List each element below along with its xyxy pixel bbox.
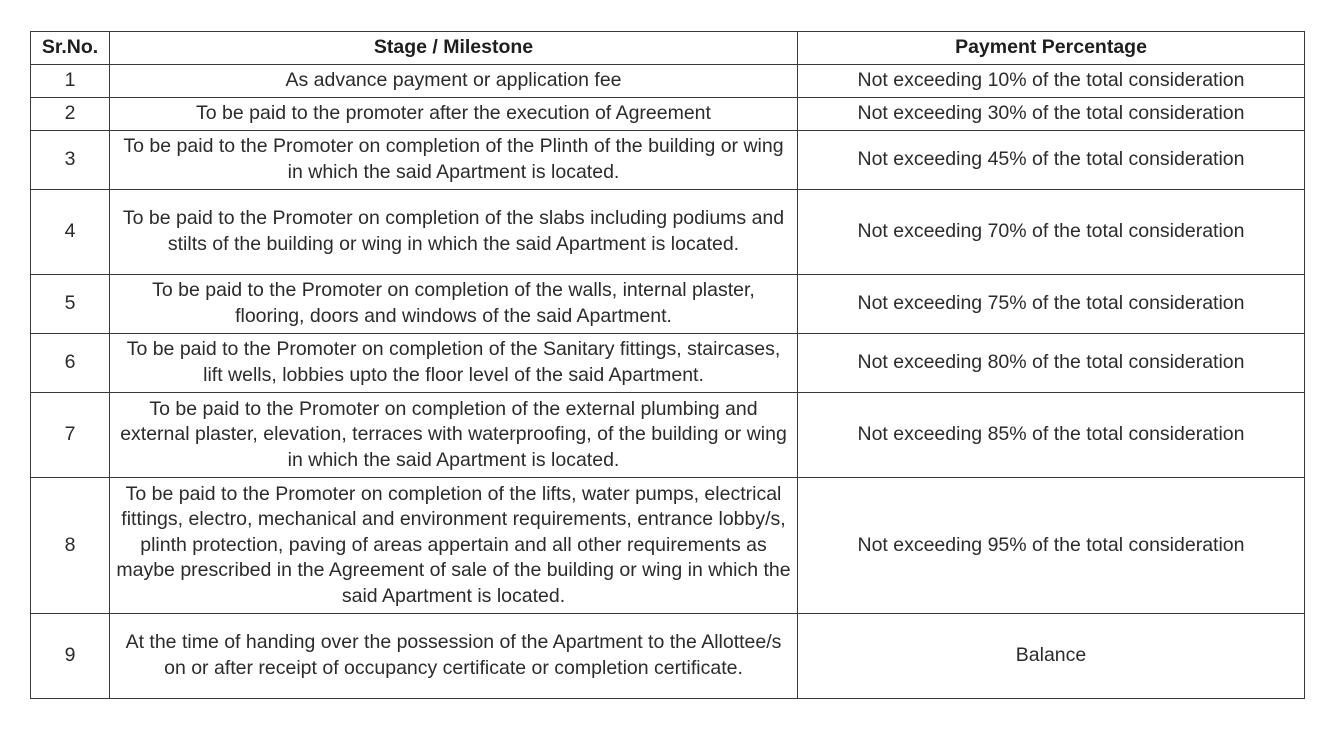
table-row bbox=[31, 393, 1305, 478]
cell-payment: Not exceeding 85% of the total consideration bbox=[798, 393, 1305, 478]
table-row bbox=[31, 614, 1305, 699]
cell-stage: To be paid to the Promoter on completion of the lifts, water pumps, electrical fittings, electro, mechanical and environment requirements, entrance lobby/s, plinth protection, paving of areas appertain and all other requirements as maybe prescribed in the Agreement of sale of the building or wing in which the said Apartment is located. bbox=[110, 478, 798, 614]
table-row bbox=[31, 190, 1305, 275]
cell-sr-no: 5 bbox=[31, 275, 110, 334]
header-payment-percentage: Payment Percentage bbox=[798, 32, 1305, 65]
header-row bbox=[31, 32, 1305, 65]
cell-stage: To be paid to the Promoter on completion of the Sanitary fittings, staircases, lift wells, lobbies upto the floor level of the said Apartment. bbox=[110, 334, 798, 393]
cell-stage: To be paid to the Promoter on completion of the external plumbing and external plaster, elevation, terraces with waterproofing, of the building or wing in which the said Apartment is located. bbox=[110, 393, 798, 478]
cell-payment: Not exceeding 75% of the total consideration bbox=[798, 275, 1305, 334]
header-sr-no: Sr.No. bbox=[31, 32, 110, 65]
cell-sr-no: 9 bbox=[31, 614, 110, 699]
cell-payment: Not exceeding 30% of the total consideration bbox=[798, 98, 1305, 131]
table-header bbox=[31, 32, 1305, 65]
cell-payment: Not exceeding 95% of the total consideration bbox=[798, 478, 1305, 614]
cell-payment: Not exceeding 70% of the total consideration bbox=[798, 190, 1305, 275]
cell-stage: To be paid to the Promoter on completion of the slabs including podiums and stilts of the building or wing in which the said Apartment is located. bbox=[110, 190, 798, 275]
header-stage-milestone: Stage / Milestone bbox=[110, 32, 798, 65]
cell-sr-no: 2 bbox=[31, 98, 110, 131]
cell-stage: At the time of handing over the possession of the Apartment to the Allottee/s on or after receipt of occupancy certificate or completion certificate. bbox=[110, 614, 798, 699]
cell-stage: As advance payment or application fee bbox=[110, 65, 798, 98]
cell-stage: To be paid to the Promoter on completion of the Plinth of the building or wing in which the said Apartment is located. bbox=[110, 131, 798, 190]
cell-stage: To be paid to the Promoter on completion of the walls, internal plaster, flooring, doors and windows of the said Apartment. bbox=[110, 275, 798, 334]
table-row bbox=[31, 275, 1305, 334]
payment-schedule-table bbox=[30, 31, 1305, 699]
cell-payment: Not exceeding 80% of the total consideration bbox=[798, 334, 1305, 393]
table-row bbox=[31, 65, 1305, 98]
cell-sr-no: 8 bbox=[31, 478, 110, 614]
cell-sr-no: 4 bbox=[31, 190, 110, 275]
cell-sr-no: 6 bbox=[31, 334, 110, 393]
table-body bbox=[31, 65, 1305, 699]
table-row bbox=[31, 334, 1305, 393]
cell-stage: To be paid to the promoter after the execution of Agreement bbox=[110, 98, 798, 131]
cell-payment: Balance bbox=[798, 614, 1305, 699]
cell-sr-no: 7 bbox=[31, 393, 110, 478]
cell-sr-no: 3 bbox=[31, 131, 110, 190]
cell-payment: Not exceeding 10% of the total consideration bbox=[798, 65, 1305, 98]
table-row bbox=[31, 131, 1305, 190]
cell-sr-no: 1 bbox=[31, 65, 110, 98]
cell-payment: Not exceeding 45% of the total consideration bbox=[798, 131, 1305, 190]
table-row bbox=[31, 98, 1305, 131]
table-row bbox=[31, 478, 1305, 614]
